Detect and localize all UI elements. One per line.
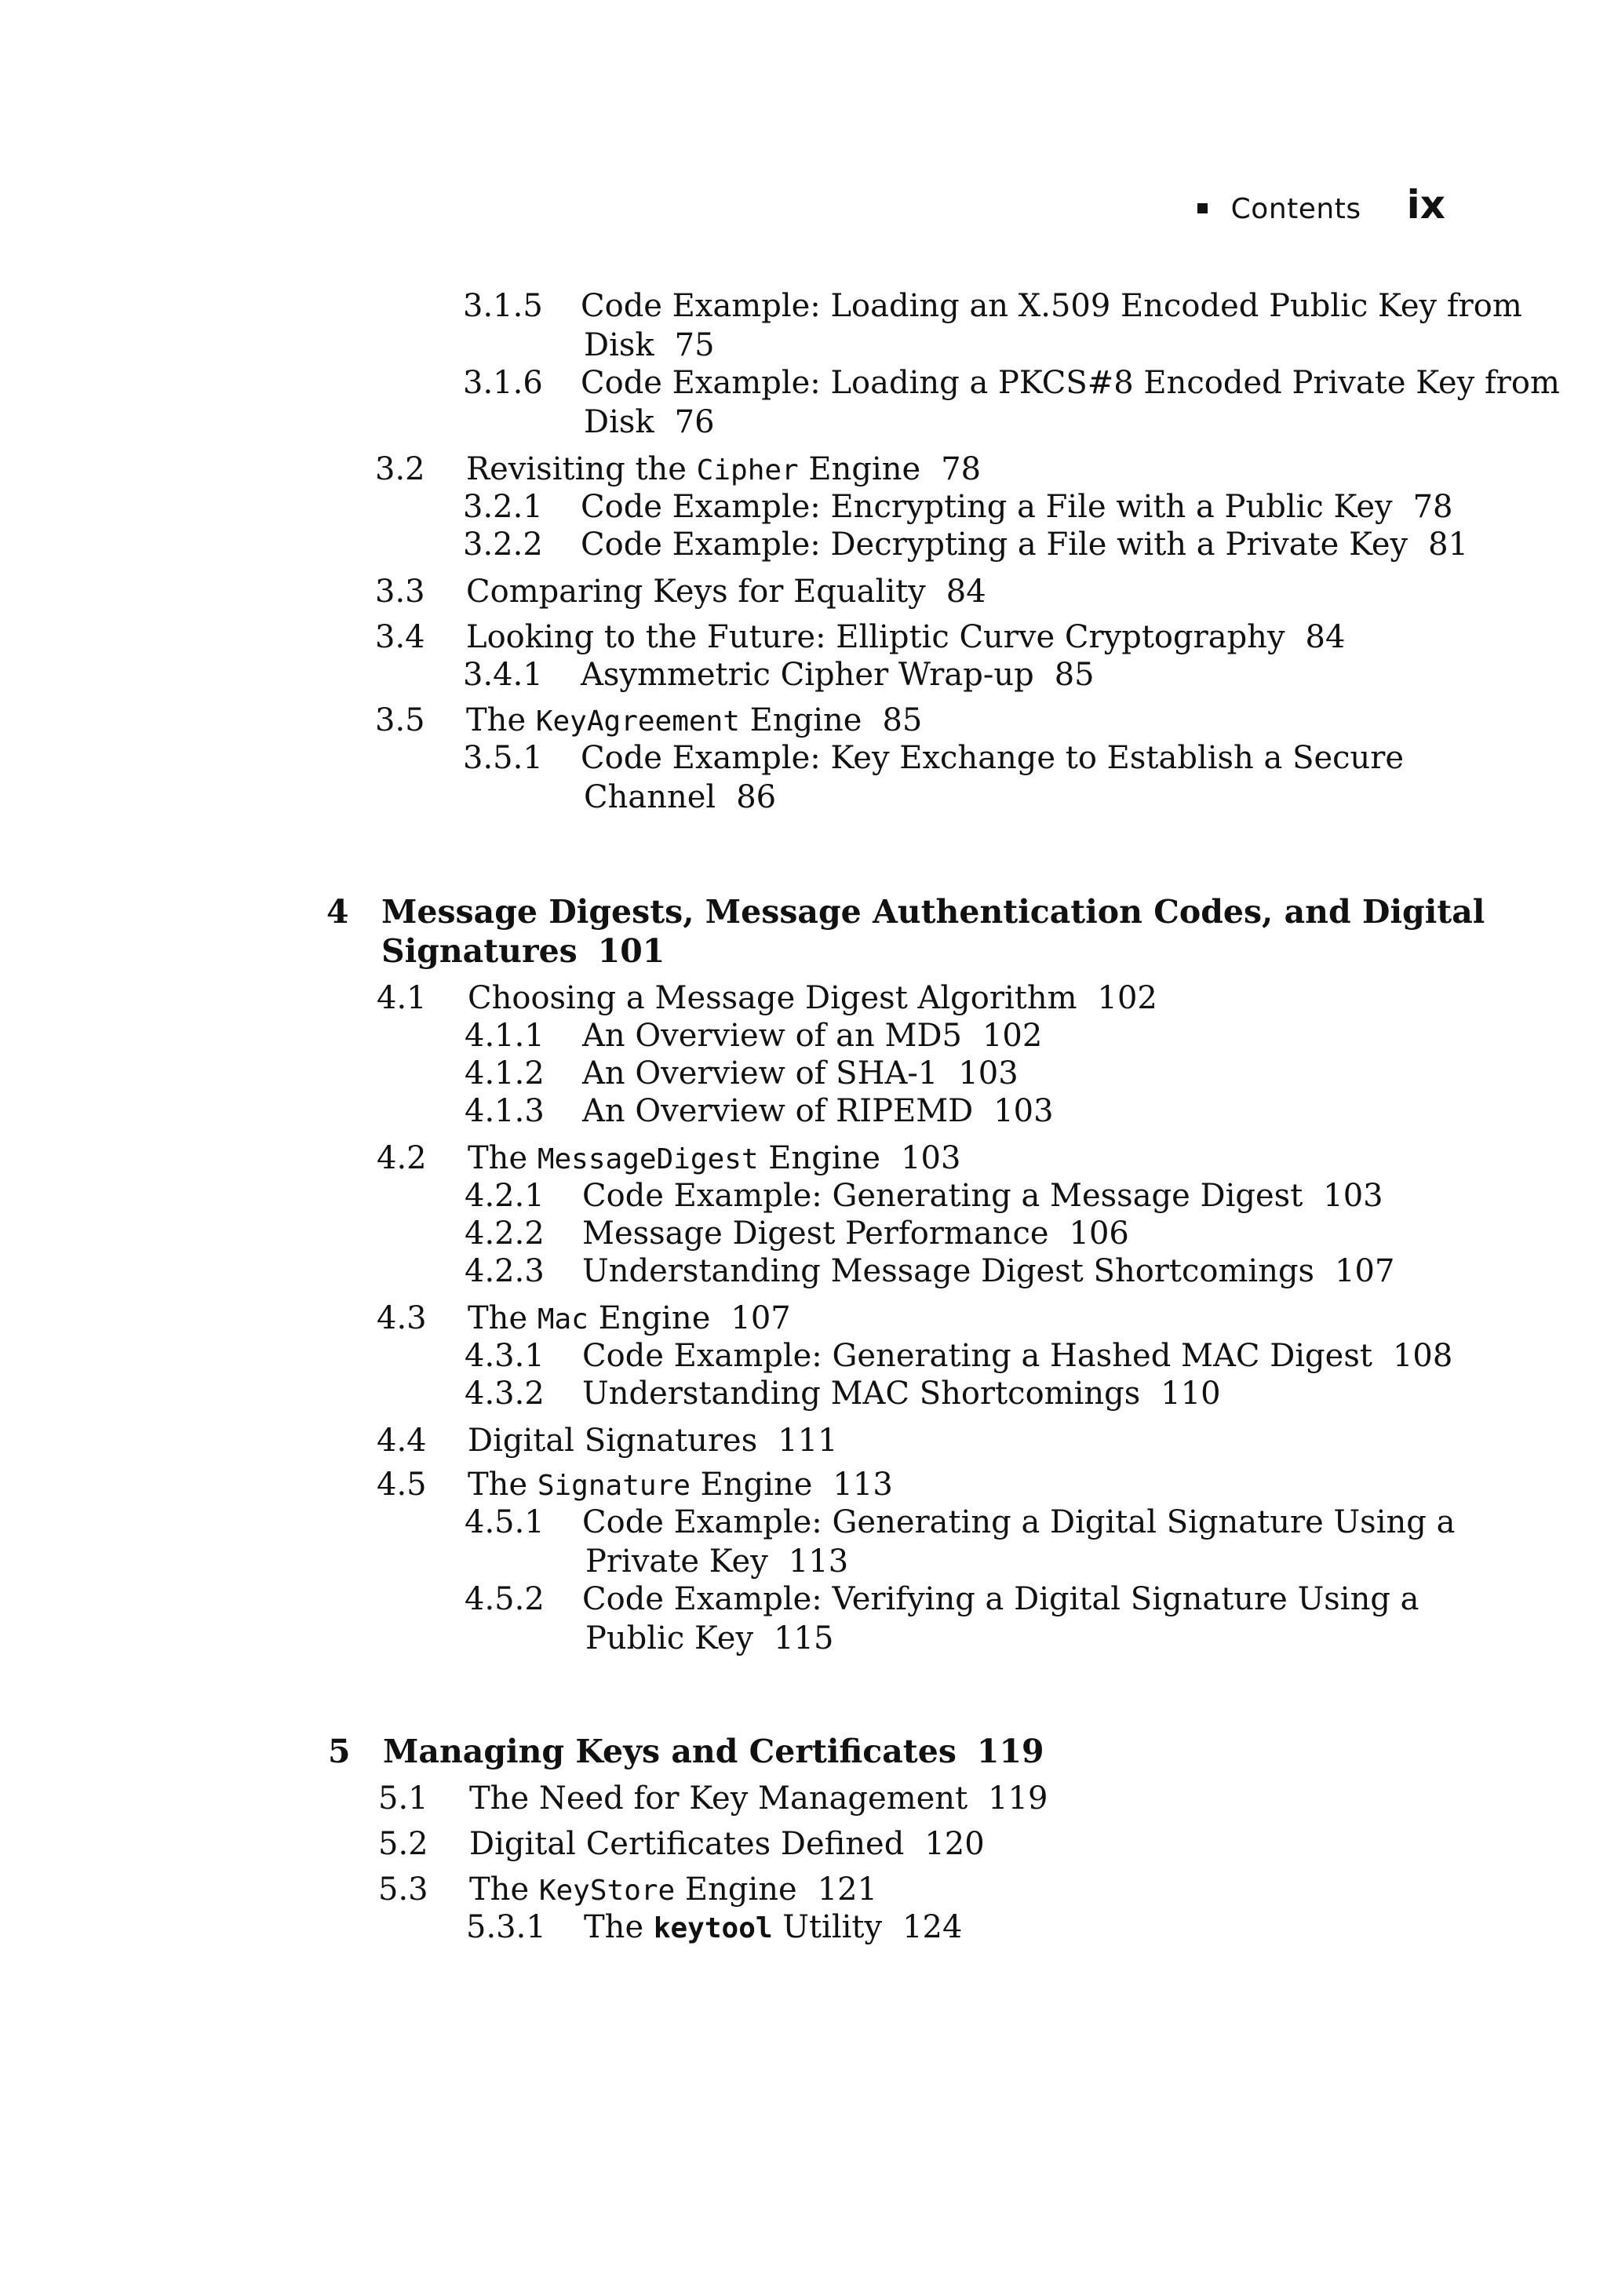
entry-title: Revisiting the [466,451,697,487]
page-number: 103 [993,1093,1054,1129]
page-number: 103 [901,1140,961,1176]
entry-title: The [466,702,536,738]
entry-number: 4.5.2 [465,1581,545,1617]
page-number: 120 [924,1826,985,1862]
entry-number: 3.4 [375,619,425,655]
entry-title: Code Example: Decrypting a File with a Private Key [581,527,1408,563]
entry-number: 3.2.1 [463,489,543,525]
code-term: Mac [537,1303,589,1336]
entry-title-post: Engine [588,1300,711,1336]
entry-number: 3.1.6 [463,365,543,401]
chapter-title-cont: Signatures [381,932,578,970]
chapter-title: Message Digests, Message Authentication Codes, and Digital [381,893,1485,931]
page-number: 84 [946,574,986,610]
entry-title: The [468,1467,537,1503]
page-number: 111 [778,1423,838,1459]
entry-number: 5.3.1 [466,1909,546,1945]
entry-title-post: Engine [690,1467,813,1503]
entry-number: 4.2.2 [465,1215,545,1252]
code-term: KeyAgreement [535,705,740,738]
entry-title: Code Example: Loading an X.509 Encoded Public Key from [581,288,1522,324]
entry-title: Code Example: Generating a Hashed MAC Digest [582,1338,1372,1374]
bullet-icon [1197,203,1208,213]
entry-title-cont: Disk [584,404,654,440]
page-number: 124 [902,1909,963,1945]
entry-number: 4.2.3 [465,1253,545,1289]
entry-title: Understanding MAC Shortcomings [582,1376,1141,1412]
entry-title-post: Engine [758,1140,881,1176]
entry-title-cont: Disk [584,327,654,363]
page-number: 78 [941,451,982,487]
entry-title: Code Example: Verifying a Digital Signature Using a [582,1581,1419,1617]
entry-title: The [469,1871,539,1908]
running-head: Contents [1230,193,1361,225]
page-number: 113 [833,1467,893,1503]
entry-title-cont: Public Key [585,1620,754,1656]
entry-title: Digital Signatures [468,1423,758,1459]
entry-number: 3.2.2 [463,527,543,563]
entry-title: An Overview of an MD5 [582,1018,962,1054]
entry-title: An Overview of SHA-1 [582,1055,938,1092]
entry-number: 4.5.1 [465,1504,545,1540]
entry-number: 4.3.2 [465,1376,545,1412]
chapter-number: 5 [328,1733,351,1770]
page-number: 103 [958,1055,1018,1092]
page-number: 102 [1097,980,1157,1016]
entry-number: 4.2.1 [465,1178,545,1214]
code-term: Cipher [696,454,799,487]
entry-title: Code Example: Generating a Message Digest [582,1178,1303,1214]
entry-title: Code Example: Key Exchange to Establish a Secure [581,740,1405,776]
page-number: 119 [988,1780,1048,1817]
entry-title-post: Engine [798,451,921,487]
entry-number: 4.1.1 [465,1018,545,1054]
page-number: 110 [1161,1376,1221,1412]
chapter-number: 4 [326,893,349,931]
page-number: 115 [774,1620,834,1656]
entry-title: Choosing a Message Digest Algorithm [468,980,1077,1016]
page-number: 85 [882,702,923,738]
entry-title: Understanding Message Digest Shortcomings [582,1253,1315,1289]
entry-title-post: Engine [739,702,862,738]
entry-title-post: Engine [675,1871,797,1908]
entry-number: 3.4.1 [463,657,543,693]
page-number: 107 [1335,1253,1395,1289]
code-term: Signature [537,1470,691,1502]
entry-title: Message Digest Performance [582,1215,1049,1252]
entry-number: 4.1 [377,980,427,1016]
entry-title: Asymmetric Cipher Wrap-up [581,657,1034,693]
page-number: 78 [1412,489,1453,525]
page-number: 102 [982,1018,1043,1054]
entry-number: 4.1.2 [465,1055,545,1092]
entry-title: Digital Certificates Defined [469,1826,905,1862]
page-number: 86 [736,779,777,815]
entry-title-cont: Private Key [585,1543,768,1580]
page-number: 119 [976,1733,1044,1770]
entry-number: 5.1 [378,1780,428,1817]
entry-number: 4.1.3 [465,1093,545,1129]
entry-number: 3.5.1 [463,740,543,776]
entry-title-cont: Channel [584,779,716,815]
running-header [1197,182,1445,228]
page-folio: ix [1406,182,1445,228]
entry-title: The [468,1300,537,1336]
entry-number: 4.3.1 [465,1338,545,1374]
entry-title: Code Example: Encrypting a File with a Public Key [581,489,1393,525]
page-number: 75 [674,327,715,363]
page-number: 106 [1069,1215,1129,1252]
page-number: 84 [1305,619,1346,655]
entry-title: Comparing Keys for Equality [466,574,926,610]
page-number: 101 [597,932,665,970]
page-number: 108 [1392,1338,1453,1374]
page-number: 107 [731,1300,791,1336]
entry-title: Code Example: Loading a PKCS#8 Encoded Private Key from [581,365,1560,401]
page-number: 85 [1054,657,1095,693]
entry-number: 4.4 [377,1423,427,1459]
code-term: keytool [653,1912,773,1944]
page-number: 121 [817,1871,878,1908]
entry-number: 4.3 [377,1300,427,1336]
code-term: KeyStore [538,1875,676,1907]
entry-number: 3.1.5 [463,288,543,324]
entry-title: The [584,1909,654,1945]
entry-number: 3.3 [375,574,425,610]
entry-title: Looking to the Future: Elliptic Curve Cryptography [466,619,1285,655]
entry-number: 3.2 [375,451,425,487]
chapter-title: Managing Keys and Certificates [383,1733,957,1770]
entry-number: 5.2 [378,1826,428,1862]
entry-number: 4.5 [377,1467,427,1503]
entry-number: 5.3 [378,1871,428,1908]
entry-title-post: Utility [772,1909,883,1945]
code-term: MessageDigest [537,1143,759,1175]
entry-title: An Overview of RIPEMD [582,1093,974,1129]
entry-title: The Need for Key Management [469,1780,968,1817]
page-number: 81 [1428,527,1469,563]
page-number: 113 [788,1543,849,1580]
entry-number: 4.2 [377,1140,427,1176]
entry-number: 3.5 [375,702,425,738]
entry-title: Code Example: Generating a Digital Signature Using a [582,1504,1456,1540]
page-number: 76 [674,404,715,440]
entry-title: The [468,1140,537,1176]
page-number: 103 [1323,1178,1383,1214]
